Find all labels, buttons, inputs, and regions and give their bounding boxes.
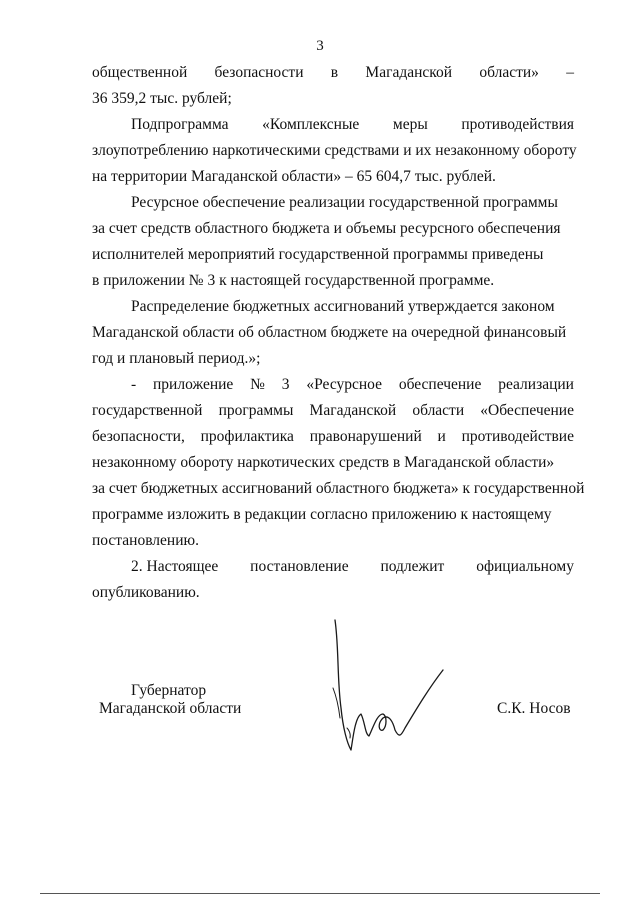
text-segment: и — [437, 428, 446, 445]
text-line — [92, 140, 577, 162]
text-segment: официальному — [476, 558, 574, 575]
text-segment: в приложении № 3 к настоящей государственной программе. — [92, 272, 495, 289]
text-segment: безопасности — [214, 64, 304, 81]
text-line — [131, 556, 574, 578]
text-segment: программы — [218, 402, 294, 419]
text-segment: области» — [479, 64, 539, 81]
text-line — [92, 582, 574, 604]
text-segment: «Обеспечение — [480, 402, 574, 419]
text-segment: за счет средств областного бюджета и объемы ресурсного обеспечения — [92, 220, 561, 237]
text-segment: области — [412, 402, 465, 419]
text-line — [92, 166, 574, 188]
text-line — [92, 270, 574, 292]
text-line — [131, 192, 574, 214]
text-segment: Магаданской области об областном бюджете на очередной финансовый — [92, 324, 567, 341]
text-segment: за счет бюджетных ассигнований областного бюджета» к государственной — [92, 480, 585, 497]
text-segment: постановлению. — [92, 532, 199, 549]
text-segment: реализации — [498, 376, 574, 393]
text-segment: Распределение бюджетных ассигнований утверждается законом — [131, 298, 555, 315]
text-segment: обеспечение — [398, 376, 482, 393]
text-segment: исполнителей мероприятий государственной программы приведены — [92, 246, 544, 263]
text-segment: правонарушений — [309, 428, 422, 445]
text-line — [131, 374, 574, 396]
handwritten-signature — [325, 618, 455, 758]
text-segment: профилактика — [200, 428, 294, 445]
text-line — [92, 426, 574, 448]
text-segment: – — [566, 64, 574, 81]
text-segment: подлежит — [380, 558, 445, 575]
text-line — [92, 322, 574, 344]
text-segment: безопасности, — [92, 428, 185, 445]
text-segment: на территории Магаданской области» – 65 604,7 тыс. рублей. — [92, 168, 496, 185]
text-segment: общественной — [92, 64, 188, 81]
text-line — [92, 88, 574, 110]
text-segment: противодействия — [461, 116, 574, 133]
text-segment: Ресурсное обеспечение реализации государственной программы — [131, 194, 558, 211]
text-line — [92, 452, 574, 474]
text-segment: 2. Настоящее — [131, 558, 219, 575]
text-line — [131, 114, 574, 136]
text-segment: Магаданской — [309, 402, 397, 419]
text-line — [92, 478, 585, 500]
text-segment: незаконному обороту наркотических средств в Магаданской области» — [92, 454, 555, 471]
signatory-title-line2: Магаданской области — [99, 700, 242, 717]
text-line — [92, 400, 574, 422]
text-line — [92, 62, 574, 84]
text-line — [131, 296, 574, 318]
text-line — [92, 530, 574, 552]
text-segment: программе изложить в редакции согласно приложению к настоящему — [92, 506, 552, 523]
text-segment: «Ресурсное — [306, 376, 382, 393]
text-segment: № — [250, 376, 265, 393]
text-segment: противодействие — [461, 428, 574, 445]
text-segment: 3 — [281, 376, 290, 393]
text-line — [92, 244, 574, 266]
text-segment: 36 359,2 тыс. рублей; — [92, 90, 232, 107]
text-segment: «Комплексные — [262, 116, 360, 133]
text-segment: приложение — [153, 376, 234, 393]
page-number: 3 — [316, 38, 324, 54]
page-bottom-rule — [40, 893, 600, 894]
text-segment: государственной — [92, 402, 203, 419]
text-segment: - — [131, 376, 137, 393]
text-line — [92, 218, 574, 240]
text-segment: Магаданской — [365, 64, 453, 81]
signature-stroke — [335, 620, 443, 750]
signatory-title-line1: Губернатор — [131, 682, 207, 699]
text-segment: постановление — [250, 558, 349, 575]
text-segment: опубликованию. — [92, 584, 200, 601]
text-segment: меры — [392, 116, 428, 133]
text-segment: Подпрограмма — [131, 116, 229, 133]
text-line — [92, 348, 574, 370]
text-line — [92, 504, 574, 526]
text-segment: злоупотреблению наркотическими средствами и их незаконному обороту — [92, 142, 577, 159]
signatory-name: С.К. Носов — [497, 700, 571, 717]
text-segment: год и плановый период.»; — [92, 350, 261, 367]
text-segment: в — [330, 64, 339, 81]
